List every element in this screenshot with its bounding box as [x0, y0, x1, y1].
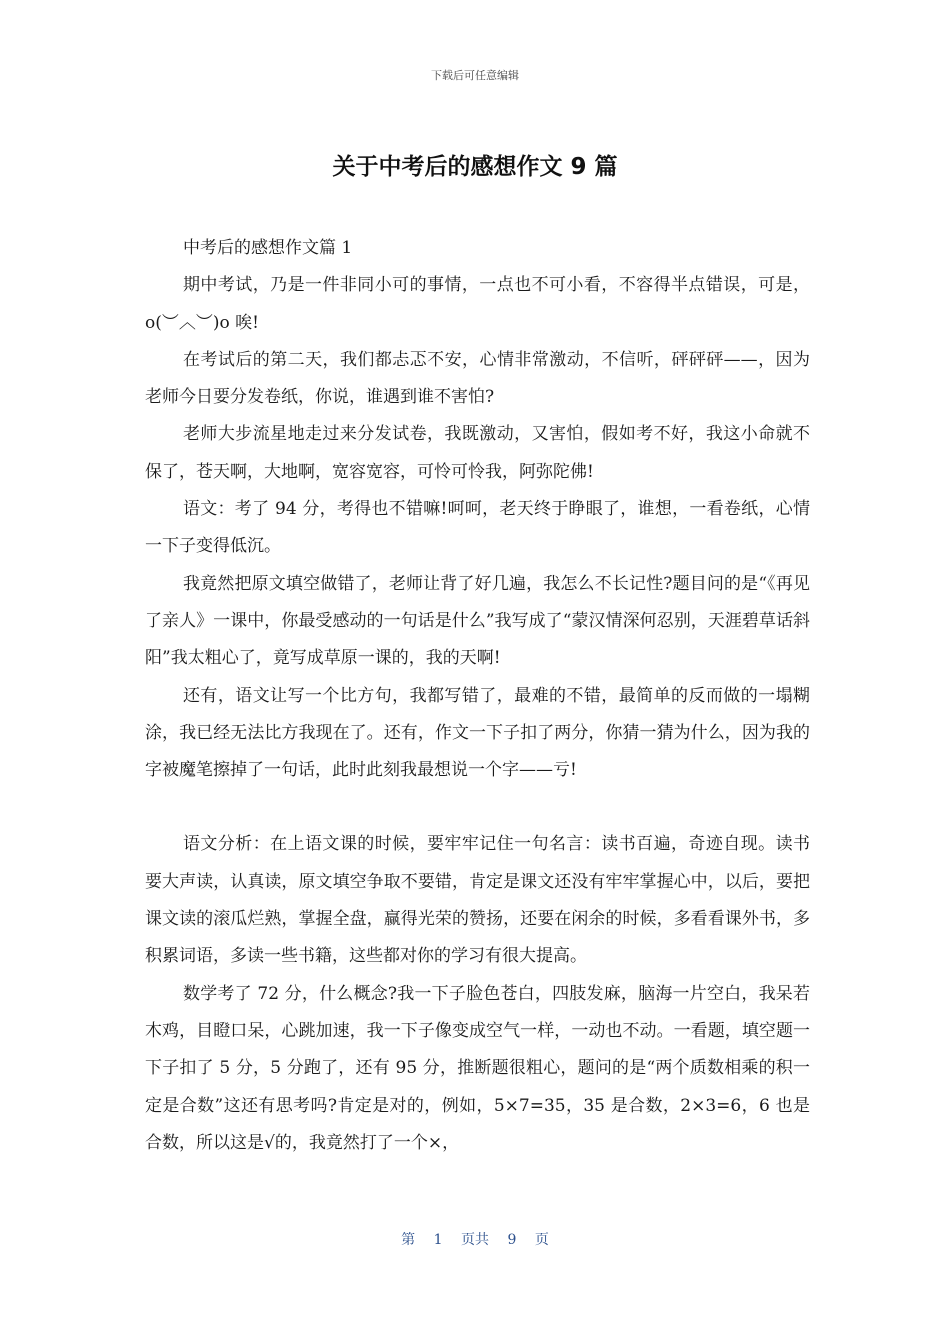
- current-page-number: 1: [433, 1232, 443, 1248]
- paragraph: 我竟然把原文填空做错了，老师让背了好几遍，我怎么不长记性?题目问的是“《再见了亲人》一课中，你最受感动的一句话是什么”我写成了“蒙汉情深何忍别，天涯碧草话斜阳”我太粗心了，竟写成草原一课的，我的天啊!: [145, 573, 810, 669]
- article-body: [145, 230, 810, 1162]
- footer-label-of: 页共: [461, 1232, 489, 1248]
- paragraph: 还有，语文让写一个比方句，我都写错了，最难的不错，最简单的反而做的一塌糊涂，我已经无法比方我现在了。还有，作文一下子扣了两分，你猜一猜为什么，因为我的字被魔笔擦掉了一句话，此时此刻我最想说一个字——亏!: [145, 685, 810, 781]
- paragraph: 语文：考了 94 分，考得也不错嘛!呵呵，老天终于睁眼了，谁想，一看卷纸，心情一下子变得低沉。: [145, 499, 810, 557]
- paragraph: 语文分析：在上语文课的时候，要牢牢记住一句名言：读书百遍，奇迹自现。读书要大声读，认真读，原文填空争取不要错，肯定是课文还没有牢牢掌握心中，以后，要把课文读的滚瓜烂熟，掌握全盘，赢得光荣的赞扬，还要在闲余的时候，多看看课外书，多积累词语，多读一些书籍，这些都对你的学习有很大提高。: [145, 834, 810, 967]
- page-footer: [0, 1229, 950, 1249]
- section-heading: 中考后的感想作文篇 1: [183, 238, 353, 258]
- paragraph: 期中考试，乃是一件非同小可的事情，一点也不可小看，不容得半点错误，可是，o(︶︿︶)o 唉!: [145, 275, 810, 333]
- footer-label-page: 第: [401, 1232, 416, 1248]
- total-page-count: 9: [507, 1232, 517, 1248]
- download-note: 下载后可任意编辑: [431, 69, 519, 82]
- document-title: 关于中考后的感想作文 9 篇: [332, 154, 618, 180]
- paragraph: 在考试后的第二天，我们都忐忑不安，心情非常激动，不信听，砰砰砰——，因为老师今日要分发卷纸，你说，谁遇到谁不害怕?: [145, 349, 810, 408]
- paragraph: 老师大步流星地走过来分发试卷，我既激动，又害怕，假如考不好，我这小命就不保了，苍天啊，大地啊，宽容宽容，可怜可怜我，阿弥陀佛!: [145, 424, 810, 482]
- paragraph: 数学考了 72 分，什么概念?我一下子脸色苍白，四肢发麻，脑海一片空白，我呆若木鸡，目瞪口呆，心跳加速，我一下子像变成空气一样，一动也不动。一看题，填空题一下子扣了 5 分，5 分跑了，还有 95 分，推断题很粗心，题问的是“两个质数相乘的积一定是合数”这还有思考吗?肯定是对的，例如，5×7=35，35 是合数，2×3=6，6 也是合数，所以这是√的，我竟然打了一个×，: [145, 983, 810, 1153]
- footer-label-end: 页: [534, 1232, 549, 1248]
